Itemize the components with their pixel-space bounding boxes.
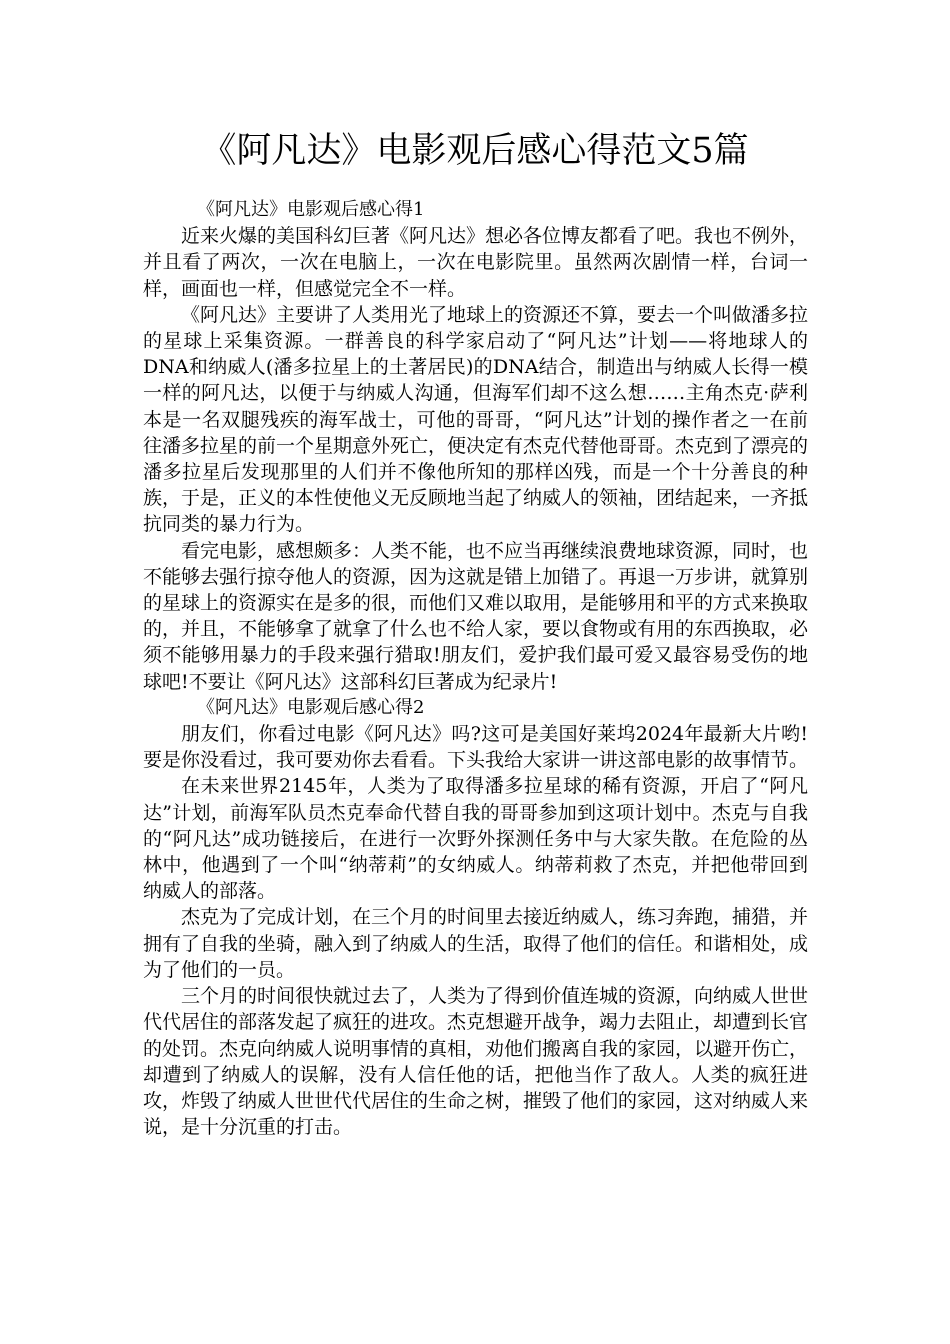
body-paragraph: 杰克为了完成计划，在三个月的时间里去接近纳威人，练习奔跑，捕猎，并拥有了自我的坐骑，融入到了纳威人的生活，取得了他们的信任。和谐相处，成为了他们的一员。 <box>143 906 809 981</box>
document-body <box>143 197 808 1140</box>
body-paragraph: 三个月的时间很快就过去了，人类为了得到价值连城的资源，向纳威人世世代代居住的部落发起了疯狂的进攻。杰克想避开战争，竭力去阻止，却遭到长官的处罚。杰克向纳威人说明事情的真相，劝他们搬离自我的家园，以避开伤亡，却遭到了纳威人的误解，没有人信任他的话，把他当作了敌人。人类的疯狂进攻，炸毁了纳威人世世代代居住的生命之树，摧毁了他们的家园，这对纳威人来说，是十分沉重的打击。 <box>143 985 809 1139</box>
body-paragraph: 朋友们，你看过电影《阿凡达》吗?这可是美国好莱坞2024年最新大片哟!要是你没看过，我可要劝你去看看。下头我给大家讲一讲这部电影的故事情节。 <box>143 723 809 772</box>
section-heading: 《阿凡达》电影观后感心得1 <box>197 199 425 220</box>
body-paragraph: 近来火爆的美国科幻巨著《阿凡达》想必各位博友都看了吧。我也不例外，并且看了两次，一次在电脑上，一次在电影院里。虽然两次剧情一样，台词一样，画面也一样，但感觉完全不一样。 <box>143 225 809 300</box>
document-title: 《阿凡达》电影观后感心得范文5篇 <box>201 131 749 171</box>
body-paragraph: 在未来世界2145年，人类为了取得潘多拉星球的稀有资源，开启了“阿凡达”计划，前海军队员杰克奉命代替自我的哥哥参加到这项计划中。杰克与自我的“阿凡达”成功链接后，在进行一次野外探测任务中与大家失散。在危险的丛林中，他遇到了一个叫“纳蒂莉”的女纳威人。纳蒂莉救了杰克，并把他带回到纳威人的部落。 <box>143 775 808 903</box>
body-paragraph: 《阿凡达》主要讲了人类用光了地球上的资源还不算，要去一个叫做潘多拉的星球上采集资源。一群善良的科学家启动了“阿凡达”计划——将地球人的DNA和纳威人(潘多拉星上的土著居民)的DNA结合，制造出与纳威人长得一模一样的阿凡达，以便于与纳威人沟通，但海军们却不这么想……主角杰克·萨利本是一名双腿残疾的海军战士，可他的哥哥，“阿凡达”计划的操作者之一在前往潘多拉星的前一个星期意外死亡，便决定有杰克代替他哥哥。杰克到了漂亮的潘多拉星后发现那里的人们并不像他所知的那样凶残，而是一个十分善良的种族，于是，正义的本性使他义无反顾地当起了纳威人的领袖，团结起来，一齐抵抗同类的暴力行为。 <box>143 303 809 536</box>
body-paragraph: 看完电影，感想颇多：人类不能，也不应当再继续浪费地球资源，同时，也不能够去强行掠夺他人的资源，因为这就是错上加错了。再退一万步讲，就算别的星球上的资源实在是多的很，而他们又难以取用，是能够用和平的方式来换取的，并且，不能够拿了就拿了什么也不给人家，要以食物或有用的东西换取，必须不能够用暴力的手段来强行猎取!朋友们，爱护我们最可爱又最容易受伤的地球吧!不要让《阿凡达》这部科幻巨著成为纪录片! <box>143 539 809 693</box>
section-heading: 《阿凡达》电影观后感心得2 <box>197 696 425 718</box>
